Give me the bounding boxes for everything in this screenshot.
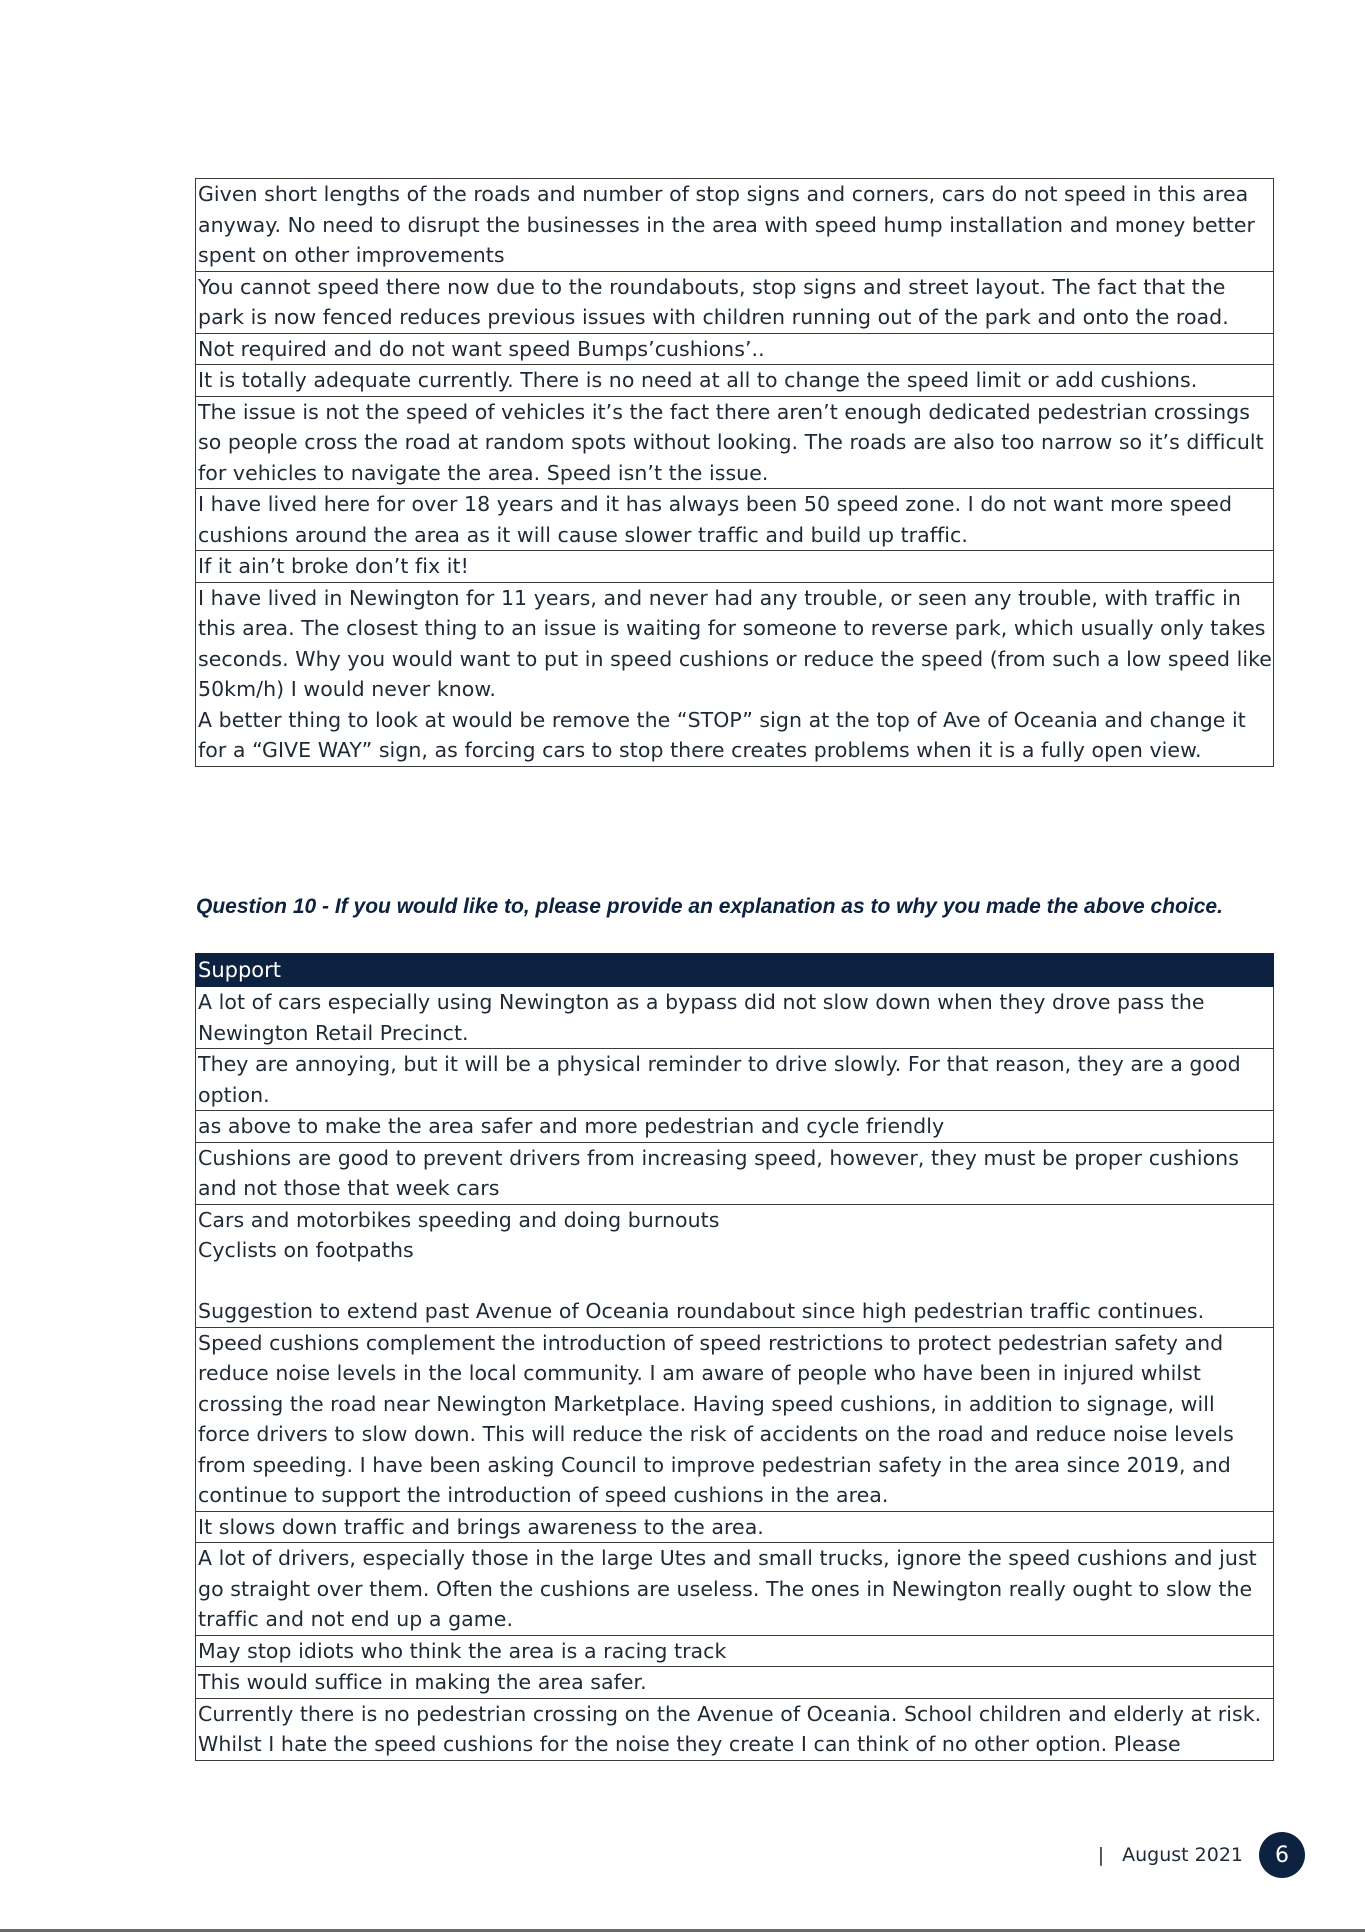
table-header-row	[196, 954, 1274, 987]
table-row	[196, 333, 1274, 365]
response-cell: Cars and motorbikes speeding and doing burnouts Cyclists on footpaths Suggestion to extend past Avenue of Oceania roundabout since high pedestrian traffic continues.	[196, 1204, 1274, 1327]
response-cell: Currently there is no pedestrian crossing on the Avenue of Oceania. School children and elderly at risk. Whilst I hate the speed cushions for the noise they create I can think of no other option. Please	[196, 1698, 1274, 1760]
table-row	[196, 1111, 1274, 1143]
question-heading: Question 10 - If you would like to, please provide an explanation as to why you made the above choice.	[196, 895, 1223, 918]
support-responses-table	[195, 953, 1274, 1761]
table-row	[196, 1698, 1274, 1760]
response-cell: This would suffice in making the area safer.	[196, 1667, 1274, 1699]
support-column-header: Support	[196, 954, 1274, 987]
page-number-badge: 6	[1259, 1832, 1305, 1878]
table-row	[196, 1049, 1274, 1111]
response-cell: It slows down traffic and brings awareness to the area.	[196, 1511, 1274, 1543]
response-cell: Cushions are good to prevent drivers from increasing speed, however, they must be proper cushions and not those that week cars	[196, 1142, 1274, 1204]
response-cell: If it ain’t broke don’t fix it!	[196, 551, 1274, 583]
table-row	[196, 1327, 1274, 1511]
table-row	[196, 1667, 1274, 1699]
response-cell: It is totally adequate currently. There is no need at all to change the speed limit or add cushions.	[196, 365, 1274, 397]
table-row	[196, 987, 1274, 1049]
table-row	[196, 1635, 1274, 1667]
response-cell: I have lived in Newington for 11 years, and never had any trouble, or seen any trouble, with traffic in this area. The closest thing to an issue is waiting for someone to reverse park, which usually only takes seconds. Why you would want to put in speed cushions or reduce the speed (from such a low speed like 50km/h) I would never know. A better thing to look at would be remove the “STOP” sign at the top of Ave of Oceania and change it for a “GIVE WAY” sign, as forcing cars to stop there creates problems when it is a fully open view.	[196, 582, 1274, 766]
table-row	[196, 1511, 1274, 1543]
table-row	[196, 1543, 1274, 1636]
table-row	[196, 1142, 1274, 1204]
response-cell: The issue is not the speed of vehicles it’s the fact there aren’t enough dedicated pedestrian crossings so people cross the road at random spots without looking. The roads are also too narrow so it’s difficult for vehicles to navigate the area. Speed isn’t the issue.	[196, 396, 1274, 489]
table-row	[196, 179, 1274, 272]
response-cell: Not required and do not want speed Bumps’cushions’..	[196, 333, 1274, 365]
table-row	[196, 365, 1274, 397]
footer-date: August 2021	[1122, 1844, 1243, 1866]
table-row	[196, 1204, 1274, 1327]
response-cell: as above to make the area safer and more pedestrian and cycle friendly	[196, 1111, 1274, 1143]
footer-separator: |	[1097, 1844, 1105, 1866]
table-row	[196, 396, 1274, 489]
response-cell: A lot of drivers, especially those in the large Utes and small trucks, ignore the speed cushions and just go straight over them. Often the cushions are useless. The ones in Newington really ought to slow the traffic and not end up a game.	[196, 1543, 1274, 1636]
response-cell: They are annoying, but it will be a physical reminder to drive slowly. For that reason, they are a good option.	[196, 1049, 1274, 1111]
response-cell: I have lived here for over 18 years and it has always been 50 speed zone. I do not want more speed cushions around the area as it will cause slower traffic and build up traffic.	[196, 489, 1274, 551]
table-row	[196, 271, 1274, 333]
response-cell: A lot of cars especially using Newington as a bypass did not slow down when they drove pass the Newington Retail Precinct.	[196, 987, 1274, 1049]
table-row	[196, 489, 1274, 551]
response-cell: Speed cushions complement the introduction of speed restrictions to protect pedestrian safety and reduce noise levels in the local community. I am aware of people who have been in injured whilst crossing the road near Newington Marketplace. Having speed cushions, in addition to signage, will force drivers to slow down. This will reduce the risk of accidents on the road and reduce noise levels from speeding. I have been asking Council to improve pedestrian safety in the area since 2019, and continue to support the introduction of speed cushions in the area.	[196, 1327, 1274, 1511]
table-row	[196, 551, 1274, 583]
responses-table-top	[195, 178, 1274, 767]
response-cell: Given short lengths of the roads and number of stop signs and corners, cars do not speed in this area anyway. No need to disrupt the businesses in the area with speed hump installation and money better spent on other improvements	[196, 179, 1274, 272]
page-footer	[1098, 1832, 1305, 1878]
response-cell: You cannot speed there now due to the roundabouts, stop signs and street layout. The fact that the park is now fenced reduces previous issues with children running out of the park and onto the road.	[196, 271, 1274, 333]
response-cell: May stop idiots who think the area is a racing track	[196, 1635, 1274, 1667]
table-row	[196, 582, 1274, 766]
